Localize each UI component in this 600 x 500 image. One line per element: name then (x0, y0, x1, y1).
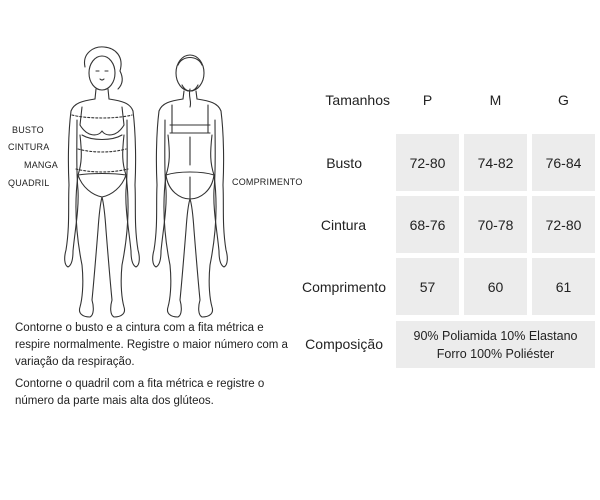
table-cell: 60 (464, 258, 527, 315)
label-quadril: QUADRIL (8, 178, 50, 188)
row-label-composicao: Composição (305, 336, 383, 352)
table-cell: 57 (396, 258, 459, 315)
row-label-comprimento: Comprimento (301, 279, 386, 295)
composition-line-2: Forro 100% Poliéster (436, 346, 555, 361)
table-cell: 72-80 (396, 134, 459, 191)
label-comprimento: COMPRIMENTO (232, 177, 303, 187)
header-size-m: M (489, 92, 502, 108)
label-manga: MANGA (24, 160, 59, 170)
table-cell: 61 (532, 258, 595, 315)
table-cell: 70-78 (464, 196, 527, 253)
table-cell: 68-76 (396, 196, 459, 253)
table-cell: 74-82 (464, 134, 527, 191)
composition-cell (396, 321, 595, 368)
table-cell: 72-80 (532, 196, 595, 253)
instruction-paragraph-2: Contorne o quadril com a fita métrica e registre o número da parte mais alta dos glúteos. (15, 378, 265, 407)
header-tamanhos: Tamanhos (325, 92, 390, 108)
header-size-p: P (422, 92, 433, 108)
row-label-cintura: Cintura (320, 217, 366, 233)
label-busto: BUSTO (12, 125, 44, 135)
table-cell: 76-84 (532, 134, 595, 191)
instruction-paragraph-1: Contorne o busto e a cintura com a fita métrica e respire normalmente. Registre o maior número com a variação da respiração. (15, 322, 288, 368)
header-size-g: G (558, 92, 569, 108)
label-cintura: CINTURA (8, 142, 50, 152)
composition-line-1: 90% Poliamida 10% Elastano (413, 328, 578, 343)
row-label-busto: Busto (326, 155, 362, 171)
